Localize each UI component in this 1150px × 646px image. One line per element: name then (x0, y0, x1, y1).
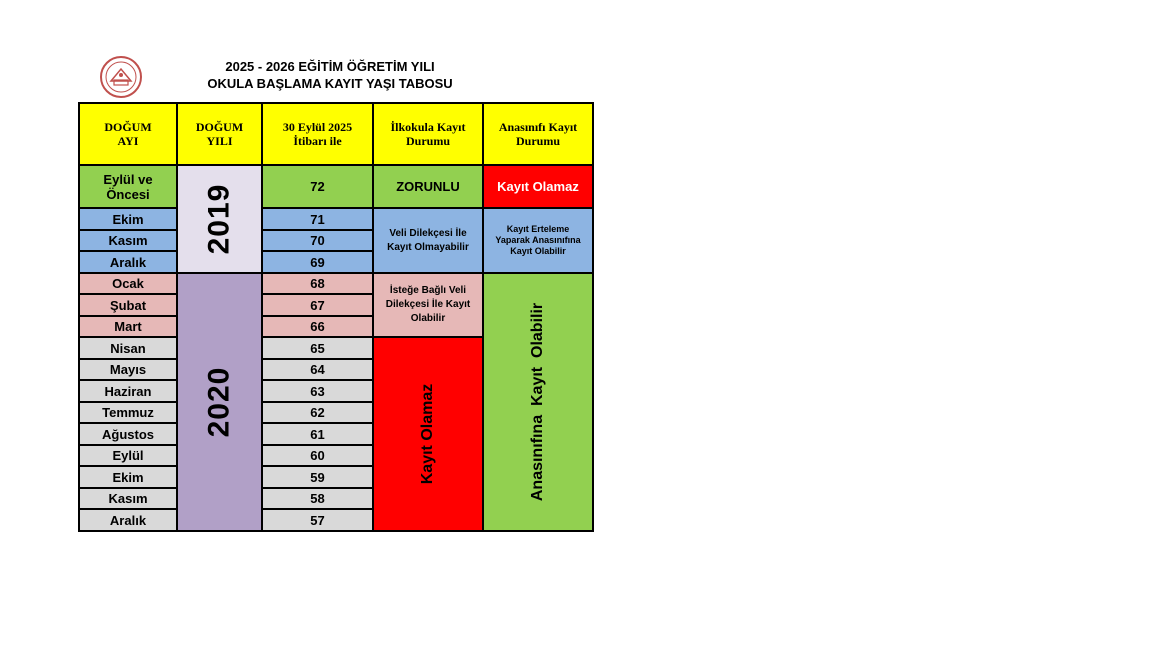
year-2020-cell (178, 274, 261, 530)
header-age-date: 30 Eylül 2025 İtibarı ile (263, 104, 372, 164)
age-cell: 61 (263, 424, 372, 444)
anasinifi-kayit-olamaz: Kayıt Olamaz (484, 166, 592, 207)
anasinifi-olabilir-label: Anasınıfına Kayıt Olabilir (529, 302, 547, 502)
month-cell: Ocak (80, 274, 176, 293)
age-cell: 72 (263, 166, 372, 207)
title-line-1: 2025 - 2026 EĞİTİM ÖĞRETİM YILI (225, 59, 435, 74)
header-anasinifi: Anasınıfı Kayıt Durumu (484, 104, 592, 164)
age-cell: 64 (263, 360, 372, 379)
age-cell: 60 (263, 446, 372, 465)
age-cell: 70 (263, 231, 372, 250)
year-2019-cell (178, 166, 261, 272)
age-cell: 62 (263, 403, 372, 422)
ilkokul-istege-bagli: İsteğe Bağlı Veli Dilekçesi İle Kayıt Olabilir (374, 274, 482, 336)
header-dogum-ayi: DOĞUM AYI (80, 104, 176, 164)
age-cell: 67 (263, 295, 372, 315)
month-cell: Eylül ve Öncesi (80, 166, 176, 207)
age-cell: 71 (263, 209, 372, 229)
month-cell: Mayıs (80, 360, 176, 379)
ilkokul-kayit-olamaz-label: Kayıt Olamaz (418, 383, 436, 485)
month-cell: Ekim (80, 467, 176, 487)
month-cell: Eylül (80, 446, 176, 465)
month-cell: Şubat (80, 295, 176, 315)
age-cell: 65 (263, 338, 372, 358)
ilkokul-zorunlu: ZORUNLU (374, 166, 482, 207)
month-cell: Haziran (80, 381, 176, 401)
header-ilkokul: İlkokula Kayıt Durumu (374, 104, 482, 164)
age-cell: 63 (263, 381, 372, 401)
age-cell: 66 (263, 317, 372, 336)
header-dogum-yili: DOĞUM YILI (178, 104, 261, 164)
anasinifi-erteleme: Kayıt Erteleme Yaparak Anasınıfına Kayıt Olabilir (484, 209, 592, 272)
age-cell: 57 (263, 510, 372, 530)
ilkokul-veli-dilekcesi: Veli Dilekçesi İle Kayıt Olmayabilir (374, 209, 482, 272)
title-line-2: OKULA BAŞLAMA KAYIT YAŞI TABOSU (207, 76, 453, 91)
meb-emblem-icon (88, 55, 154, 99)
age-cell: 69 (263, 252, 372, 272)
month-cell: Nisan (80, 338, 176, 358)
month-cell: Ekim (80, 209, 176, 229)
month-cell: Mart (80, 317, 176, 336)
anasinifi-olabilir (484, 274, 592, 530)
age-cell: 58 (263, 489, 372, 508)
month-cell: Aralık (80, 252, 176, 272)
age-cell: 59 (263, 467, 372, 487)
year-2020-label: 2020 (202, 366, 236, 438)
registration-age-table (78, 102, 594, 532)
year-2019-label: 2019 (202, 183, 236, 255)
month-cell: Kasım (80, 231, 176, 250)
month-cell: Aralık (80, 510, 176, 530)
month-cell: Temmuz (80, 403, 176, 422)
ilkokul-kayit-olamaz (374, 338, 482, 530)
age-cell: 68 (263, 274, 372, 293)
month-cell: Ağustos (80, 424, 176, 444)
page-title (170, 58, 490, 92)
month-cell: Kasım (80, 489, 176, 508)
